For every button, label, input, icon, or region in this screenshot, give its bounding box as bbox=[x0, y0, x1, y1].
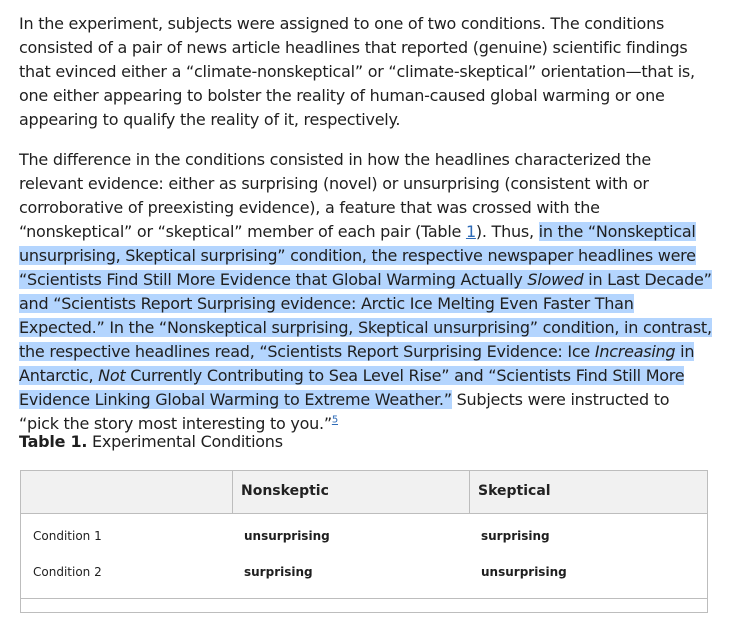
sel-c: in Last Decade” and “Scientists Report Surprising evidence: Arctic Ice Melting Even Faster Than Expected.” In the “Nonskeptical surprising, Skeptical unsurprising” condition, in contrast, the respective headlines read, “Scientists Report Surprising Evidence: Ice bbox=[19, 270, 712, 361]
header-skeptical: Skeptical bbox=[478, 483, 551, 499]
sel-f: Not bbox=[98, 366, 126, 385]
table-row bbox=[21, 557, 707, 587]
table-caption bbox=[19, 430, 283, 454]
cell-skeptical: surprising bbox=[481, 529, 550, 543]
header-nonskeptic: Nonskeptic bbox=[241, 483, 329, 499]
cell-skeptical: unsurprising bbox=[481, 565, 567, 579]
sel-d: Increasing bbox=[594, 342, 676, 361]
selected-text[interactable] bbox=[19, 222, 712, 409]
table-bottom-rule bbox=[21, 598, 707, 599]
p2-intro: The difference in the conditions consisted in how the headlines characterized the relevant evidence: either as surprising (novel) or unsurprising (consistent with or corroborative of preexisting evidence), a feature that was crossed with the “nonskeptical” or “skeptical” member of each pair (Table bbox=[19, 150, 652, 241]
paragraph-experiment: In the experiment, subjects were assigned to one of two conditions. The conditions consisted of a pair of news article headlines that reported (genuine) scientific findings that evinced either a “climate-nonskeptical” or “climate-skeptical” orientation—that is, one either appearing to bolster the reality of human-caused global warming or one appearing to qualify the reality of it, respectively. bbox=[19, 14, 695, 129]
header-divider bbox=[469, 471, 470, 513]
cell-nonskeptic: unsurprising bbox=[244, 529, 330, 543]
sel-g: Currently Contributing to Sea Level Rise” and “Scientists Find Still More Evidence Linking Global Warming to Extreme Weather.” bbox=[19, 366, 685, 409]
table-caption-label: Table 1. bbox=[19, 432, 88, 451]
cell-nonskeptic: surprising bbox=[244, 565, 313, 579]
row-label: Condition 1 bbox=[33, 529, 102, 543]
footnote-5-link[interactable]: 5 bbox=[331, 414, 338, 426]
table-header-row bbox=[21, 471, 707, 514]
sel-b: Slowed bbox=[527, 270, 584, 289]
sel-e: in Antarctic, bbox=[19, 342, 695, 385]
paragraph-conditions bbox=[19, 148, 713, 436]
row-label: Condition 2 bbox=[33, 565, 102, 579]
table-1-link[interactable]: 1 bbox=[465, 222, 476, 241]
table-row bbox=[21, 521, 707, 551]
sel-a: in the “Nonskeptical unsurprising, Skeptical surprising” condition, the respective newspaper headlines were “Scientists Find Still More Evidence that Global Warming Actually bbox=[19, 222, 696, 289]
p2-after-ref: ). Thus, bbox=[475, 222, 539, 241]
header-divider bbox=[232, 471, 233, 513]
conditions-table bbox=[20, 470, 708, 613]
p2-tail: Subjects were instructed to “pick the story most interesting to you.” bbox=[19, 390, 670, 433]
table-caption-text: Experimental Conditions bbox=[87, 432, 283, 451]
